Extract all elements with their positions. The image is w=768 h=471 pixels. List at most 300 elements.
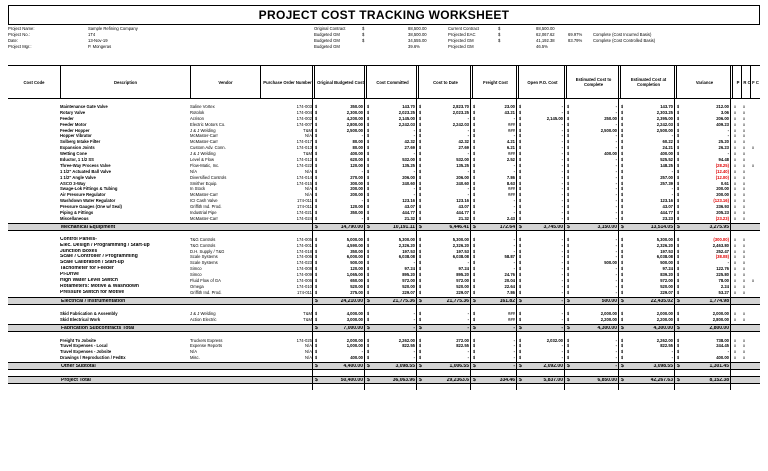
amount-cell: 895.20 (456, 272, 469, 278)
currency-sign: $ (419, 215, 422, 221)
amount-cell: 229.07 (660, 289, 673, 295)
po-number: N/A (305, 186, 312, 192)
status-flag: x (734, 242, 737, 248)
grid-line (564, 65, 565, 390)
currency-sign: $ (473, 325, 476, 331)
status-flag: x (743, 157, 746, 163)
vendor-name: In Stock (190, 186, 206, 192)
column-header: Cost Code (23, 79, 45, 85)
currency-sign: $ (367, 349, 370, 355)
status-flag: x (734, 121, 737, 127)
currency-sign: $ (519, 210, 522, 216)
status-flag: x (734, 192, 737, 198)
cost-table (8, 104, 760, 390)
po-number: 174-024 (296, 215, 312, 221)
amount-cell: ### (508, 316, 515, 322)
currency-sign: $ (621, 210, 624, 216)
currency-sign: $ (419, 210, 422, 216)
currency-sign: $ (519, 133, 522, 139)
info-label: Project Name: (8, 26, 35, 31)
item-description: Feeder Motor (60, 121, 87, 127)
currency-sign: $ (567, 316, 570, 322)
po-number: 174-012 (296, 157, 312, 163)
currency-sign: $ (473, 109, 476, 115)
item-description: Miscellaneous (60, 215, 89, 221)
info-mid-cell: 41,192.38 (536, 38, 555, 43)
amount-cell: - (671, 186, 673, 192)
currency-sign: $ (473, 355, 476, 361)
currency-sign: $ (315, 349, 318, 355)
amount-cell: - (615, 242, 617, 248)
amount-cell: 1,301.45 (709, 364, 729, 370)
currency-sign: $ (621, 248, 624, 254)
currency-sign: $ (677, 224, 680, 230)
status-flag: x (734, 236, 737, 242)
amount-cell: 520.00 (660, 283, 673, 289)
currency-sign: $ (567, 151, 570, 157)
amount-cell: 22,435.02 (650, 298, 673, 304)
info-mid-cell: $ (362, 32, 365, 37)
currency-sign: $ (621, 349, 624, 355)
amount-cell: 244.45 (716, 343, 729, 349)
currency-sign: $ (367, 157, 370, 163)
amount-cell: 148.25 (660, 162, 673, 168)
status-flag: x (734, 139, 737, 145)
status-flag: x (743, 316, 746, 322)
info-mid-cell: 38,500.00 (408, 32, 427, 37)
amount-cell: 5,300.00 (656, 236, 673, 242)
item-description: Hopper Vibrator (60, 133, 92, 139)
amount-cell: - (561, 298, 563, 304)
amount-cell: - (361, 168, 363, 174)
amount-cell: 6,000.00 (346, 254, 363, 260)
info-row (8, 44, 760, 49)
info-mid-cell: $ (498, 32, 501, 37)
currency-sign: $ (367, 260, 370, 266)
amount-cell: - (361, 215, 363, 221)
currency-sign: $ (419, 278, 422, 284)
status-flag: x (734, 316, 737, 322)
amount-cell: - (615, 236, 617, 242)
currency-sign: $ (567, 104, 570, 109)
currency-sign: $ (567, 157, 570, 163)
currency-sign: $ (367, 298, 370, 304)
amount-cell: 257.39 (660, 180, 673, 186)
amount-cell: - (615, 162, 617, 168)
amount-cell: - (615, 266, 617, 272)
status-flag: x (734, 204, 737, 210)
amount-cell: - (467, 355, 469, 361)
subtotal-label: Electrical / Instrumentation (61, 298, 126, 304)
currency-sign: $ (567, 254, 570, 260)
currency-sign: $ (621, 151, 624, 157)
amount-cell: 400.00 (604, 151, 617, 157)
amount-cell: 7.86 (506, 289, 515, 295)
status-flag: x (734, 127, 737, 133)
amount-cell: - (615, 157, 617, 163)
amount-cell: - (561, 289, 563, 295)
currency-sign: $ (315, 109, 318, 115)
amount-cell: 2,145.00 (546, 115, 563, 121)
currency-sign: $ (367, 278, 370, 284)
status-flag: x (743, 168, 746, 174)
currency-sign: $ (519, 215, 522, 221)
amount-cell: - (615, 168, 617, 174)
amount-cell: - (561, 349, 563, 355)
amount-cell: 1,774.98 (709, 298, 729, 304)
currency-sign: $ (567, 204, 570, 210)
amount-cell: 21.32 (404, 215, 415, 221)
item-description: Scale / Controller / Programming (60, 254, 138, 260)
status-flag: x (743, 204, 746, 210)
column-header: Cost to Date (418, 66, 472, 98)
amount-cell: 2,242.03 (452, 121, 469, 127)
column-header: Estimated Cost to Complete (566, 66, 620, 98)
currency-sign: $ (519, 343, 522, 349)
info-label: Date: (8, 38, 19, 43)
currency-sign: $ (473, 186, 476, 192)
amount-cell: - (513, 260, 515, 266)
amount-cell: - (513, 162, 515, 168)
currency-sign: $ (419, 186, 422, 192)
amount-cell: 3.06 (720, 109, 729, 115)
status-flag: x (743, 283, 746, 289)
currency-sign: $ (567, 272, 570, 278)
currency-sign: $ (677, 236, 680, 242)
amount-cell: - (615, 104, 617, 109)
status-flag: x (743, 349, 746, 355)
vendor-name: Saline Vortex (190, 104, 215, 109)
currency-sign: $ (677, 310, 680, 316)
currency-sign: $ (621, 174, 624, 180)
currency-sign: $ (621, 260, 624, 266)
currency-sign: $ (315, 242, 318, 248)
currency-sign: $ (419, 343, 422, 349)
item-description: Rotameters: Motive & Washdown (60, 283, 139, 289)
amount-cell: - (615, 289, 617, 295)
amount-cell: - (561, 343, 563, 349)
currency-sign: $ (367, 378, 370, 384)
currency-sign: $ (473, 316, 476, 322)
info-mid-cell: Projected GM (448, 44, 474, 49)
amount-cell: - (561, 104, 563, 109)
amount-cell: 2,000.00 (656, 310, 673, 316)
currency-sign: $ (621, 266, 624, 272)
amount-cell: ### (508, 151, 515, 157)
amount-cell: 6,038.08 (656, 254, 673, 260)
currency-sign: $ (315, 355, 318, 361)
po-number: 174-015 (296, 180, 312, 186)
currency-sign: $ (567, 343, 570, 349)
info-mid-cell: Budgeted GM (314, 44, 340, 49)
amount-cell: - (615, 139, 617, 145)
amount-cell: 2,023.25 (452, 109, 469, 115)
currency-sign: $ (519, 145, 522, 151)
amount-cell: 120.00 (350, 266, 363, 272)
currency-sign: $ (677, 162, 680, 168)
status-flag: x (743, 192, 746, 198)
currency-sign: $ (419, 378, 422, 384)
currency-sign: $ (473, 104, 476, 109)
currency-sign: $ (419, 310, 422, 316)
item-description: 1 1/2" Angle Valve (60, 174, 96, 180)
subtotal-row (8, 223, 760, 231)
info-mid-cell: 88,500.00 (536, 26, 555, 31)
amount-cell: - (413, 325, 415, 331)
currency-sign: $ (419, 180, 422, 186)
currency-sign: $ (367, 180, 370, 186)
amount-cell: - (467, 325, 469, 331)
currency-sign: $ (621, 139, 624, 145)
amount-cell: - (615, 145, 617, 151)
currency-sign: $ (473, 180, 476, 186)
po-number: 174-023 (296, 260, 312, 266)
info-label: Project No.: (8, 32, 30, 37)
currency-sign: $ (315, 174, 318, 180)
amount-cell: 2,823.70 (452, 104, 469, 109)
currency-sign: $ (677, 121, 680, 127)
amount-cell: 120.00 (350, 204, 363, 210)
currency-sign: $ (519, 248, 522, 254)
currency-sign: $ (567, 210, 570, 216)
amount-cell: 1,000.00 (346, 343, 363, 349)
po-number: 174-022 (296, 162, 312, 168)
amount-cell: 2,032.00 (546, 337, 563, 343)
status-flag: x (743, 162, 746, 168)
currency-sign: $ (519, 337, 522, 343)
currency-sign: $ (677, 343, 680, 349)
amount-cell: - (727, 349, 729, 355)
table-row (8, 355, 760, 361)
amount-cell: 94.48 (718, 157, 729, 163)
grid-line (618, 65, 619, 390)
currency-sign: $ (519, 198, 522, 204)
amount-cell: - (467, 127, 469, 133)
amount-cell: - (561, 121, 563, 127)
info-mid-cell: 69.97% (568, 32, 583, 37)
po-number: 174-003 (296, 104, 312, 109)
amount-cell: - (727, 133, 729, 139)
amount-cell: - (413, 151, 415, 157)
currency-sign: $ (473, 236, 476, 242)
amount-cell: ### (508, 186, 515, 192)
amount-cell: 123.16 (660, 198, 673, 204)
status-flag: x (743, 260, 746, 266)
amount-cell: 2,000.00 (346, 337, 363, 343)
currency-sign: $ (621, 310, 624, 316)
amount-cell: 97.24 (404, 266, 415, 272)
amount-cell: 240.60 (402, 180, 415, 186)
amount-cell: - (727, 127, 729, 133)
project-total-row (8, 376, 760, 384)
amount-cell: 197.53 (402, 248, 415, 254)
amount-cell: ### (508, 121, 515, 127)
amount-cell: 50,400.00 (340, 378, 363, 384)
currency-sign: $ (367, 364, 370, 370)
amount-cell: - (513, 325, 515, 331)
po-number: 174-025 (296, 337, 312, 343)
status-flag: x (743, 289, 746, 295)
currency-sign: $ (315, 248, 318, 254)
currency-sign: $ (419, 355, 422, 361)
status-flag: x (752, 162, 755, 168)
currency-sign: $ (567, 266, 570, 272)
currency-sign: $ (367, 272, 370, 278)
item-description: Washdown Water Regulator (60, 198, 116, 204)
currency-sign: $ (315, 343, 318, 349)
status-flag: x (734, 162, 737, 168)
amount-cell: 2,500.00 (346, 127, 363, 133)
amount-cell: (12.40) (715, 168, 729, 174)
currency-sign: $ (677, 378, 680, 384)
currency-sign: $ (519, 121, 522, 127)
currency-sign: $ (315, 224, 318, 230)
item-description: Maintenance Gate Valve (60, 104, 108, 109)
vendor-name: J & J Welding (190, 151, 216, 157)
currency-sign: $ (519, 349, 522, 355)
grid-line (470, 65, 471, 390)
status-flag: x (734, 180, 737, 186)
amount-cell: 6.21 (506, 145, 515, 151)
currency-sign: $ (419, 224, 422, 230)
currency-sign: $ (567, 283, 570, 289)
currency-sign: $ (519, 298, 522, 304)
amount-cell: - (615, 186, 617, 192)
currency-sign: $ (621, 104, 624, 109)
amount-cell: ### (508, 127, 515, 133)
amount-cell: 225.80 (716, 272, 729, 278)
amount-cell: 200.00 (716, 192, 729, 198)
currency-sign: $ (473, 157, 476, 163)
amount-cell: 43.07 (404, 204, 415, 210)
amount-cell: 205.23 (716, 210, 729, 216)
column-header: Original Budgeted Cost (314, 66, 366, 98)
vendor-name: Simco (190, 272, 202, 278)
currency-sign: $ (567, 378, 570, 384)
currency-sign: $ (473, 242, 476, 248)
amount-cell: - (513, 236, 515, 242)
currency-sign: $ (621, 115, 624, 121)
amount-cell: - (615, 180, 617, 186)
currency-sign: $ (519, 266, 522, 272)
vendor-name: Diversified Controls (190, 174, 227, 180)
currency-sign: $ (567, 242, 570, 248)
currency-sign: $ (315, 316, 318, 322)
currency-sign: $ (315, 145, 318, 151)
currency-sign: $ (315, 266, 318, 272)
amount-cell: 58.87 (504, 254, 515, 260)
amount-cell: 206.00 (716, 115, 729, 121)
amount-cell: 2,800.00 (346, 121, 363, 127)
currency-sign: $ (621, 180, 624, 186)
amount-cell: 143.70 (402, 104, 415, 109)
currency-sign: $ (473, 174, 476, 180)
amount-cell: - (413, 349, 415, 355)
currency-sign: $ (419, 349, 422, 355)
currency-sign: $ (367, 151, 370, 157)
amount-cell: - (361, 198, 363, 204)
amount-cell: 4,000.00 (346, 310, 363, 316)
currency-sign: $ (315, 127, 318, 133)
currency-sign: $ (473, 289, 476, 295)
po-number: 174-010 (296, 283, 312, 289)
currency-sign: $ (419, 174, 422, 180)
amount-cell: 532.00 (456, 157, 469, 163)
status-flag: x (734, 254, 737, 260)
amount-cell: - (561, 168, 563, 174)
info-mid-cell: $ (498, 26, 501, 31)
amount-cell: 2,800.00 (709, 325, 729, 331)
currency-sign: $ (419, 162, 422, 168)
info-row (8, 38, 760, 43)
currency-sign: $ (367, 248, 370, 254)
po-number: 174-009 (296, 272, 312, 278)
amount-cell: 123.16 (456, 198, 469, 204)
amount-cell: - (513, 337, 515, 343)
status-flag: x (743, 186, 746, 192)
currency-sign: $ (567, 109, 570, 115)
currency-sign: $ (621, 198, 624, 204)
currency-sign: $ (519, 168, 522, 174)
info-mid-cell: Current Contract (448, 26, 479, 31)
amount-cell: - (561, 248, 563, 254)
amount-cell: - (467, 316, 469, 322)
amount-cell: 80.00 (352, 145, 363, 151)
po-number: N/A (305, 349, 312, 355)
vendor-name: Griffith Ind. Prod. (190, 204, 222, 210)
amount-cell: - (561, 254, 563, 260)
currency-sign: $ (473, 343, 476, 349)
column-header: R C (741, 66, 752, 98)
column-header: Freight Cost (472, 66, 518, 98)
currency-sign: $ (315, 337, 318, 343)
currency-sign: $ (419, 198, 422, 204)
currency-sign: $ (677, 272, 680, 278)
amount-cell: 2,000.00 (712, 310, 729, 316)
status-flag: x (743, 104, 746, 109)
currency-sign: $ (473, 121, 476, 127)
po-number: 174-021 (296, 210, 312, 216)
currency-sign: $ (519, 192, 522, 198)
currency-sign: $ (621, 121, 624, 127)
currency-sign: $ (315, 198, 318, 204)
currency-sign: $ (473, 337, 476, 343)
currency-sign: $ (519, 186, 522, 192)
currency-sign: $ (677, 242, 680, 248)
currency-sign: $ (677, 355, 680, 361)
amount-cell: 350.00 (350, 248, 363, 254)
amount-cell: 6,850.00 (597, 378, 617, 384)
amount-cell: - (615, 109, 617, 115)
amount-cell: 161.82 (499, 298, 515, 304)
currency-sign: $ (567, 248, 570, 254)
currency-sign: $ (621, 204, 624, 210)
amount-cell: - (361, 133, 363, 139)
currency-sign: $ (677, 215, 680, 221)
currency-sign: $ (473, 266, 476, 272)
amount-cell: - (727, 151, 729, 157)
amount-cell: 572.00 (456, 278, 469, 284)
amount-cell: - (615, 364, 617, 370)
currency-sign: $ (677, 337, 680, 343)
currency-sign: $ (567, 174, 570, 180)
amount-cell: (12.00) (715, 174, 729, 180)
po-number: 174-006 (296, 278, 312, 284)
amount-cell: 444.77 (402, 210, 415, 216)
po-number: N/A (305, 355, 312, 361)
item-description: Travel Expenses - Local (60, 343, 108, 349)
currency-sign: $ (315, 162, 318, 168)
